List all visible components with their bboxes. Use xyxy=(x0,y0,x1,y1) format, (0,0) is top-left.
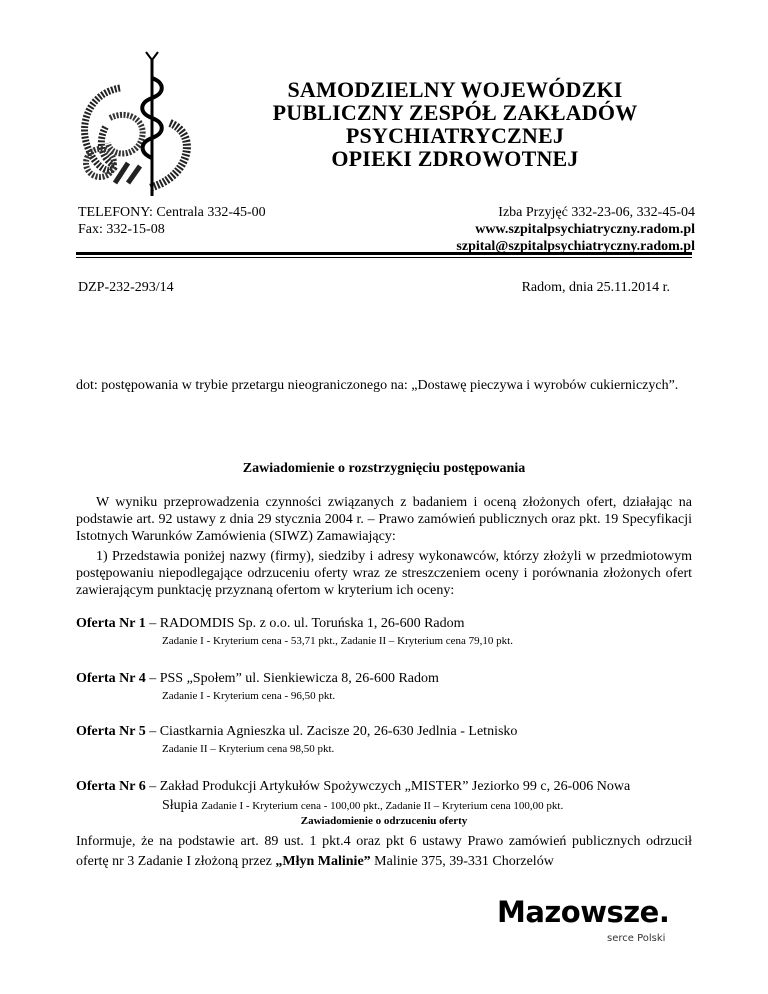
mazowsze-brand-logo xyxy=(497,895,697,955)
admissions-phones: Izba Przyjęć 332-23-06, 332-45-04 xyxy=(498,205,695,220)
notice-heading: Zawiadomienie o rozstrzygnięciu postępowania xyxy=(242,461,526,476)
contact-phones xyxy=(78,204,266,238)
brand-tagline: serce Polski xyxy=(607,933,666,944)
offer-label: Oferta Nr 4 xyxy=(76,671,146,686)
fax-number: Fax: 332-15-08 xyxy=(78,222,165,237)
institution-line: OPIEKI ZDROWOTNEJ xyxy=(331,146,579,171)
header-divider-thin xyxy=(76,257,692,258)
offer-5-score: Zadanie II – Kryterium cena 98,50 pkt. xyxy=(162,743,335,755)
offer-6-score: Zadanie I - Kryterium cena - 100,00 pkt., Zadanie II – Kryterium cena 100,00 pkt. xyxy=(201,800,564,812)
intro-paragraph: W wyniku przeprowadzenia czynności związanych z badaniem i oceną złożonych ofert, działając na podstawie art. 92 ustawy z dnia 29 stycznia 2004 r. – Prawo zamówień publicznych oraz pkt. 19 Specyfikacji Istotnych Warunków Zamówienia (SIWZ) Zamawiający: xyxy=(76,495,692,544)
offer-text: – RADOMDIS Sp. z o.o. ul. Toruńska 1, 26-600 Radom xyxy=(145,616,465,631)
rejection-paragraph xyxy=(76,832,692,872)
offer-label: Oferta Nr 5 xyxy=(76,724,146,739)
offer-6-continuation xyxy=(162,797,563,815)
institution-name xyxy=(245,78,665,170)
offer-1-score: Zadanie I - Kryterium cena - 53,71 pkt., Zadanie II – Kryterium cena 79,10 pkt. xyxy=(162,635,513,647)
email-link[interactable]: szpital@szpitalpsychiatryczny.radom.pl xyxy=(456,239,695,254)
offer-6 xyxy=(76,778,692,795)
offer-text: – Zakład Produkcji Artykułów Spożywczych „MISTER” Jeziorko 99 c, 26-006 Nowa xyxy=(145,779,631,794)
website-link[interactable]: www.szpitalpsychiatryczny.radom.pl xyxy=(475,222,695,237)
offer-1 xyxy=(76,615,692,632)
offer-label: Oferta Nr 1 xyxy=(76,616,146,631)
contact-online xyxy=(456,204,695,255)
offer-text: – Ciastkarnia Agnieszka ul. Zacisze 20, 26-630 Jedlnia - Letnisko xyxy=(145,724,518,739)
document-date: Radom, dnia 25.11.2014 r. xyxy=(521,280,670,295)
offer-5 xyxy=(76,723,692,740)
brand-wordmark: Mazowsze. xyxy=(497,895,670,929)
subject-line: dot: postępowania w trybie przetargu nieograniczonego na: „Dostawę pieczywa i wyrobów cukierniczych”. xyxy=(76,378,679,393)
offer-6-address-end: Słupia xyxy=(162,798,202,813)
institution-line: PUBLICZNY ZESPÓŁ ZAKŁADÓW xyxy=(272,100,638,125)
rejection-heading: Zawiadomienie o odrzuceniu oferty xyxy=(300,815,468,827)
rejection-text: Informuje, że na podstawie art. 89 ust. 1 pkt.4 oraz pkt 6 ustawy Prawo zamówień publicznych odrzucił ofertę nr 3 Zadanie I złożoną przez xyxy=(76,834,692,869)
institution-line: PSYCHIATRYCZNEJ xyxy=(345,123,565,148)
header-divider-thick xyxy=(76,252,692,255)
offer-4 xyxy=(76,670,692,687)
offer-4-score: Zadanie I - Kryterium cena - 96,50 pkt. xyxy=(162,690,336,702)
offer-label: Oferta Nr 6 xyxy=(76,779,146,794)
reference-number: DZP-232-293/14 xyxy=(78,280,174,295)
point-1-paragraph: 1) Przedstawia poniżej nazwy (firmy), siedziby i adresy wykonawców, którzy złożyli w przedmiotowym postępowaniu niepodlegające odrzuceniu oferty wraz ze streszczeniem oceny i porównania złożonych ofert zawierającym punktację przyznaną ofertom w kryterium ich oceny: xyxy=(76,549,692,598)
institution-line: SAMODZIELNY WOJEWÓDZKI xyxy=(287,77,623,102)
phone-central: TELEFONY: Centrala 332-45-00 xyxy=(78,205,266,220)
rejection-address: Malinie 375, 39-331 Chorzelów xyxy=(370,854,554,869)
offer-text: – PSS „Społem” ul. Sienkiewicza 8, 26-600 Radom xyxy=(145,671,439,686)
hospital-logo-icon xyxy=(70,48,200,198)
rejected-company: „Młyn Malinie” xyxy=(275,854,371,869)
